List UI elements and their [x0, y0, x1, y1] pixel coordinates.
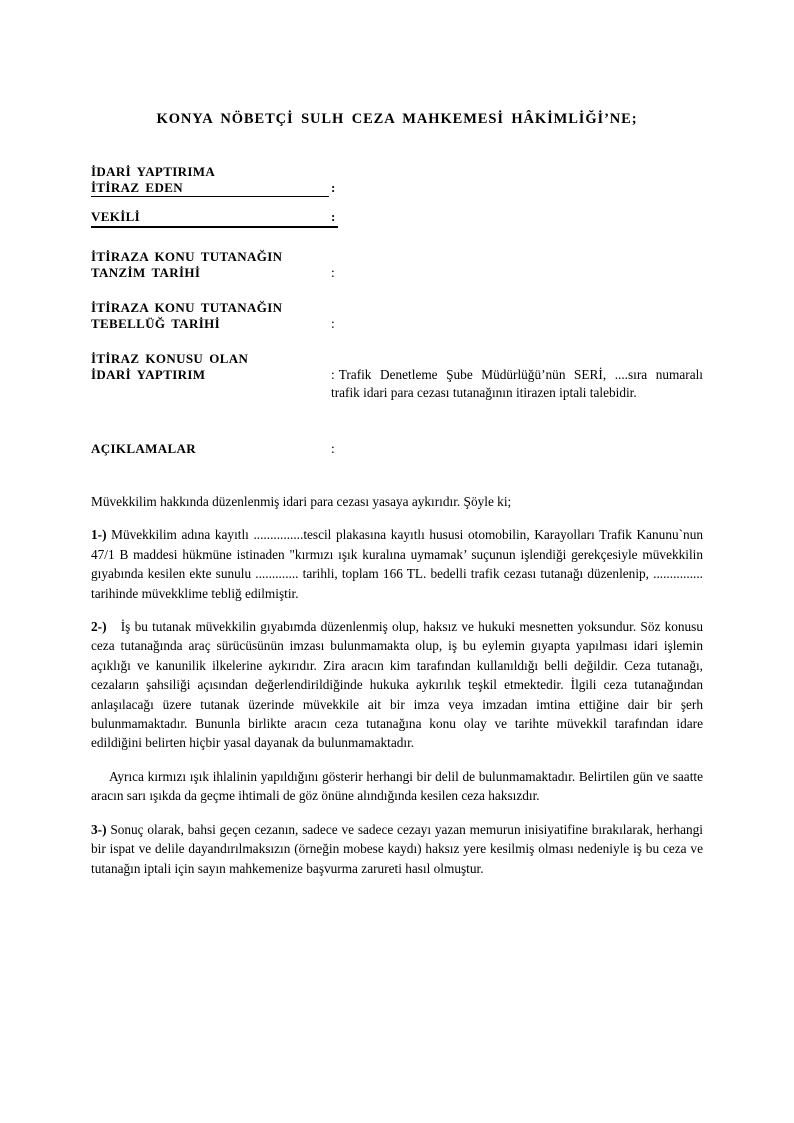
field-aciklamalar-colon: :	[331, 441, 335, 456]
field-aciklamalar-label	[91, 441, 703, 457]
field-tebellug-tarihi	[91, 300, 703, 334]
field-idari-yaptirim-colon: :	[331, 367, 335, 382]
field-itiraz-eden	[91, 164, 703, 198]
field-tebellug-tarihi-label-line1: İTİRAZA KONU TUTANAĞIN	[91, 300, 283, 315]
field-tebellug-tarihi-label-line2: TEBELLÜĞ TARİHİ	[91, 315, 221, 331]
field-idari-yaptirim-label-line2: İDARİ YAPTIRIM	[91, 366, 206, 382]
field-tebellug-tarihi-label	[91, 300, 703, 331]
paragraph-2-text: İş bu tutanak müvekkilin gıyabımda düzenlenmiş olup, haksız ve hukuki mesnetten yoksundur. Söz konusu ceza tutanağında araç sürücüsünün imzası bulunmamakta olup, iş bu eylemin gıyapta yapılması idari işlemin açıklığı ve kanunilik ilkelerine aykırıdır. Zira aracın kim tarafından kullanıldığı belli değildir. Ceza tutanağı, cezaların şahsiliği açısından değerlendirildiğinde hukuka aykırılık teşkil etmektedir. İlgili ceza tutanağından anlaşılacağı üzere tutanak üzerinde müvekkile ait bir imza veya imzadan imtina ettiğine dair bir şerh bulunmamaktadır. Bununla birlikte aracın ceza tutanağına konu olay ve tarihte müvekkil tarafından idare edildiğini belirten hiçbir yasal dayanak da bulunmamaktadır.	[91, 619, 704, 751]
field-tanzim-tarihi	[91, 249, 703, 283]
field-vekili-label	[91, 209, 703, 228]
paragraph-intro	[91, 492, 703, 511]
paragraph-1-number: 1-)	[91, 527, 107, 543]
paragraph-3	[91, 820, 703, 878]
field-tebellug-tarihi-colon: :	[331, 316, 335, 331]
field-idari-yaptirim-value-wrap	[331, 366, 703, 401]
field-tanzim-tarihi-label	[91, 249, 703, 280]
field-vekili	[91, 209, 703, 231]
paragraph-3-text: Sonuç olarak, bahsi geçen cezanın, sadece ve sadece cezayı yazan memurun inisiyatifine bırakılarak, herhangi bir ispat ve delile dayandırılmaksızın (örneğin mobese kaydı) haksız yere kesilmiş olması nedeniyle iş bu ceza ve tutanağın iptali için sayın mahkemenize başvurma zarureti hasıl olmuştur.	[91, 821, 703, 876]
page-title: KONYA NÖBETÇİ SULH CEZA MAHKEMESİ HÂKİMLİĞİ’NE;	[156, 111, 638, 127]
field-idari-yaptirim-value: Trafik Denetleme Şube Müdürlüğü’nün SERİ, ....sıra numaralı trafik idari para cezası tutanağının itirazen iptali talebidir.	[331, 367, 703, 400]
field-itiraz-eden-label-line1: İDARİ YAPTIRIMA	[91, 164, 216, 179]
paragraph-3-number: 3-)	[91, 821, 107, 837]
paragraph-1	[91, 525, 703, 603]
paragraph-ayrica-text: Ayrıca kırmızı ışık ihlalinin yapıldığını gösterir herhangi bir delil de bulunmamaktadır. Belirtilen gün ve saatte aracın sarı ışıkda da geçme ihtimali de göz önüne alındığında kesilen ceza haksızdır.	[91, 768, 703, 804]
field-aciklamalar	[91, 441, 703, 461]
field-vekili-colon: :	[331, 209, 336, 224]
field-tanzim-tarihi-label-line1: İTİRAZA KONU TUTANAĞIN	[91, 249, 283, 264]
field-idari-yaptirim-label-line1: İTİRAZ KONUSU OLAN	[91, 351, 249, 366]
paragraph-intro-text: Müvekkilim hakkında düzenlenmiş idari para cezası yasaya aykırıdır. Şöyle ki;	[91, 494, 512, 509]
field-itiraz-eden-colon: :	[331, 179, 336, 195]
field-vekili-label-text: VEKİLİ	[91, 209, 338, 228]
field-idari-yaptirim	[91, 351, 703, 417]
paragraph-2-number: 2-)	[91, 619, 107, 635]
field-itiraz-eden-label	[91, 164, 703, 197]
field-itiraz-eden-label-line2: İTİRAZ EDEN	[91, 180, 329, 198]
field-aciklamalar-label-text: AÇIKLAMALAR	[91, 441, 196, 456]
paragraph-ayrica	[91, 767, 703, 806]
field-tanzim-tarihi-colon: :	[331, 265, 335, 280]
field-tanzim-tarihi-label-line2: TANZİM TARİHİ	[91, 264, 201, 280]
paragraph-2	[91, 617, 703, 753]
paragraph-1-text: Müvekkilim adına kayıtlı ...............tescil plakasına kayıtlı hususi otomobilin, Karayolları Trafik Kanunu`nun 47/1 B maddesi hükmüne istinaden "kırmızı ışık kuralına uymamak’ suçunun işlendiği gerekçesiyle müvekkilin gıyabında kesilen ekte sunulu ............. tarihli, toplam 166 TL. bedelli trafik cezası tutanağı düzenlenip, ............... tarihinde müvekklime tebliğ edilmiştir.	[91, 527, 703, 601]
header-fields	[91, 164, 703, 472]
body-content	[91, 492, 703, 892]
